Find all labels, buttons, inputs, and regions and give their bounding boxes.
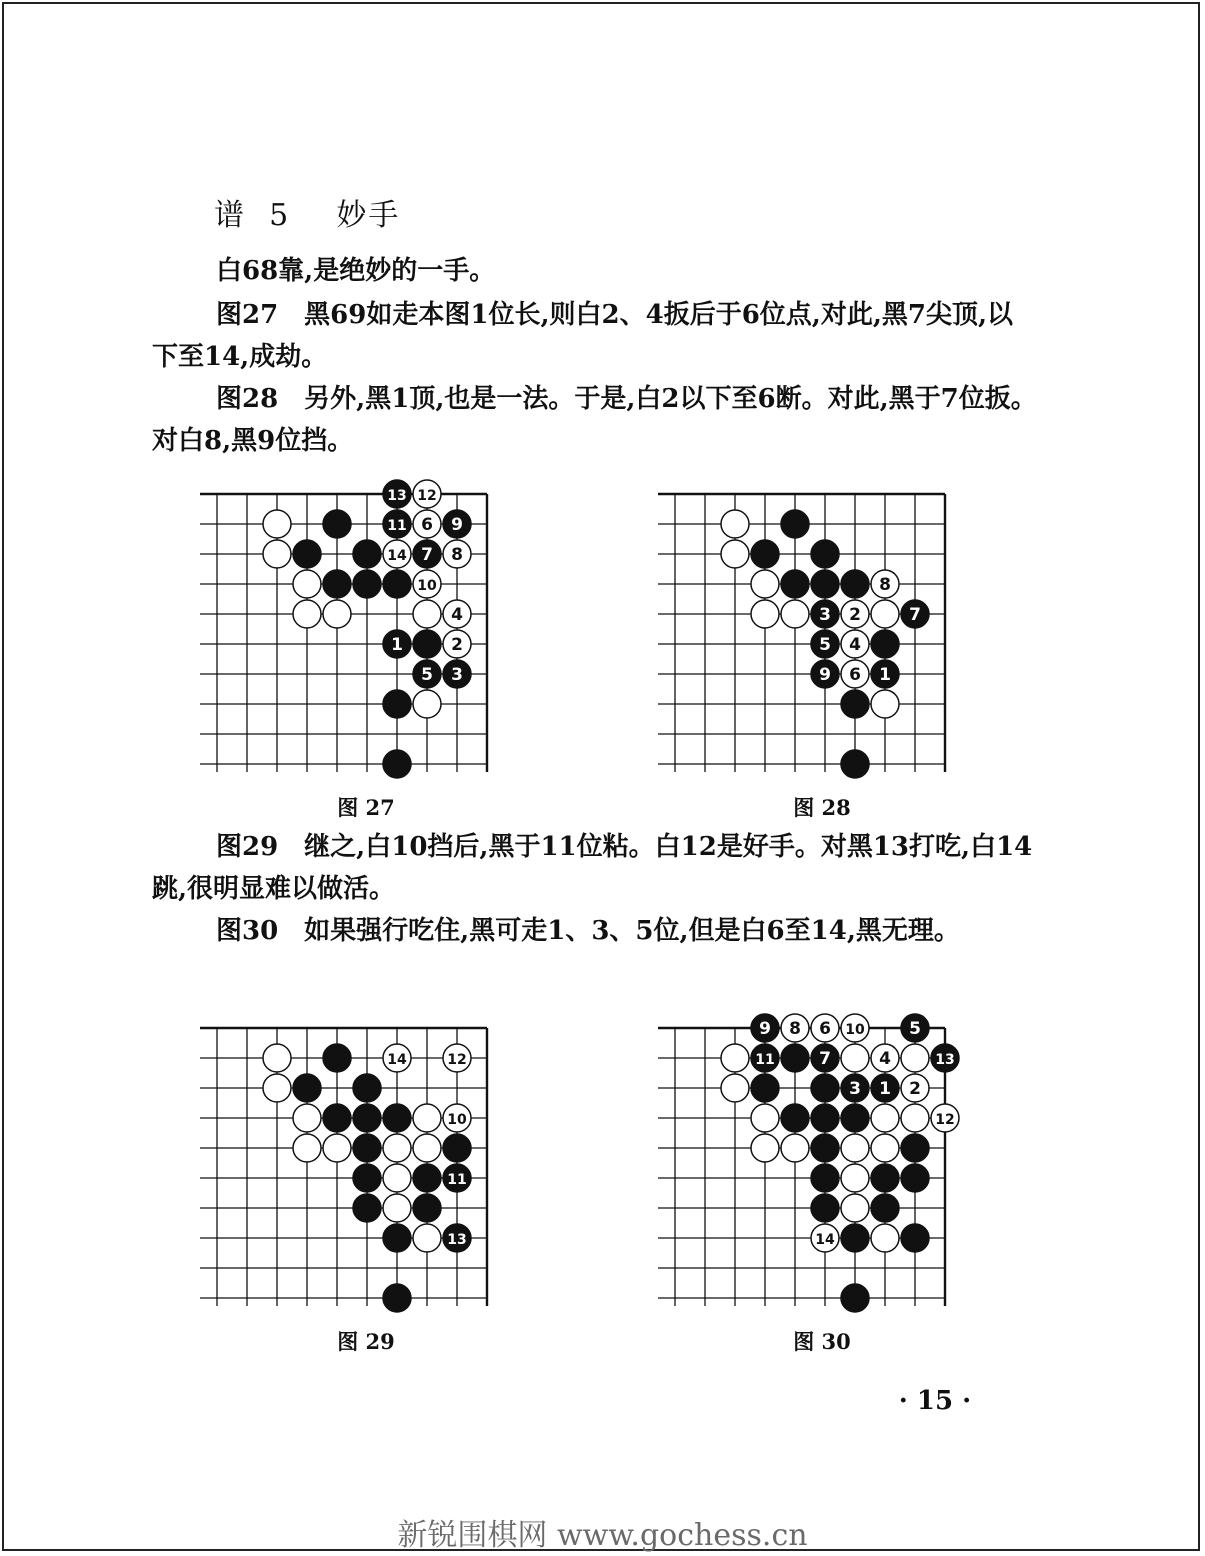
black-stone xyxy=(811,1044,839,1072)
white-stone xyxy=(263,1074,291,1102)
figure-label-28: 图 28 xyxy=(793,795,851,820)
white-stone xyxy=(721,510,749,538)
black-stone xyxy=(901,1134,929,1162)
white-stone xyxy=(443,630,471,658)
paragraph-fig30: 图30 如果强行吃住,黑可走1、3、5位,但是白6至14,黑无理。 xyxy=(216,916,960,946)
white-stone xyxy=(443,1104,471,1132)
figure-label-29: 图 29 xyxy=(337,1329,395,1354)
move-number: 5 xyxy=(421,665,433,685)
white-stone xyxy=(751,570,779,598)
black-stone xyxy=(353,1194,381,1222)
white-stone xyxy=(751,1134,779,1162)
white-stone xyxy=(323,1134,351,1162)
black-stone xyxy=(871,1074,899,1102)
move-number: 4 xyxy=(879,1049,891,1069)
white-stone xyxy=(443,600,471,628)
black-stone xyxy=(383,750,411,778)
black-stone xyxy=(931,1044,959,1072)
go-board-fig29 xyxy=(200,1026,530,1316)
move-number: 9 xyxy=(819,665,831,685)
go-board-fig30 xyxy=(658,1019,988,1316)
move-number: 7 xyxy=(909,605,921,625)
move-number: 1 xyxy=(391,635,403,655)
section-heading xyxy=(214,190,400,234)
white-stone xyxy=(901,1044,929,1072)
move-number: 14 xyxy=(815,1232,835,1248)
white-stone xyxy=(871,1044,899,1072)
black-stone xyxy=(871,660,899,688)
move-number: 6 xyxy=(849,665,861,685)
white-stone xyxy=(871,1104,899,1132)
black-stone xyxy=(871,630,899,658)
white-stone xyxy=(323,600,351,628)
white-stone xyxy=(293,1134,321,1162)
white-stone xyxy=(413,600,441,628)
section-title: 妙手 xyxy=(336,198,401,233)
black-stone xyxy=(811,600,839,628)
black-stone xyxy=(383,1104,411,1132)
black-stone xyxy=(323,1104,351,1132)
black-stone xyxy=(383,630,411,658)
move-number: 13 xyxy=(447,1232,467,1248)
black-stone xyxy=(901,1164,929,1192)
black-stone xyxy=(811,570,839,598)
move-number: 12 xyxy=(447,1052,467,1068)
black-stone xyxy=(383,690,411,718)
white-stone xyxy=(841,1194,869,1222)
black-stone xyxy=(383,480,411,508)
white-stone xyxy=(413,1104,441,1132)
paragraph-fig27: 图27 黑69如走本图1位长,则白2、4扳后于6位点,对此,黑7尖顶,以下至14,成劫。 xyxy=(152,300,1014,372)
white-stone xyxy=(443,1044,471,1072)
move-number: 5 xyxy=(819,635,831,655)
black-stone xyxy=(413,540,441,568)
move-number: 11 xyxy=(447,1172,467,1188)
black-stone xyxy=(781,510,809,538)
paragraph-fig28: 图28 另外,黑1顶,也是一法。于是,白2以下至6断。对此,黑于7位扳。对白8,黑9位挡。 xyxy=(152,384,1037,456)
black-stone xyxy=(811,1104,839,1132)
section-label: 谱 xyxy=(214,198,246,233)
page-frame xyxy=(2,2,1200,1551)
white-stone xyxy=(781,600,809,628)
black-stone xyxy=(413,630,441,658)
black-stone xyxy=(323,1044,351,1072)
black-stone xyxy=(811,660,839,688)
white-stone xyxy=(721,540,749,568)
black-stone xyxy=(293,540,321,568)
black-stone xyxy=(901,600,929,628)
white-stone xyxy=(443,540,471,568)
black-stone xyxy=(901,1224,929,1252)
black-stone xyxy=(781,1044,809,1072)
move-number: 6 xyxy=(819,1019,831,1039)
black-stone xyxy=(323,510,351,538)
white-stone xyxy=(781,1134,809,1162)
page-number: · 15 · xyxy=(898,1386,972,1416)
black-stone xyxy=(841,570,869,598)
black-stone xyxy=(841,750,869,778)
move-number: 11 xyxy=(755,1052,775,1068)
white-stone xyxy=(383,1164,411,1192)
move-number: 4 xyxy=(451,605,463,625)
white-stone xyxy=(841,600,869,628)
black-stone xyxy=(841,690,869,718)
black-stone xyxy=(353,1104,381,1132)
move-number: 9 xyxy=(759,1019,771,1039)
move-number: 9 xyxy=(451,515,463,535)
white-stone xyxy=(901,1104,929,1132)
white-stone xyxy=(413,690,441,718)
black-stone xyxy=(353,1074,381,1102)
section-number: 5 xyxy=(269,198,291,233)
move-number: 12 xyxy=(417,488,437,504)
white-stone xyxy=(293,570,321,598)
watermark: 新锐围棋网 www.gochess.cn xyxy=(397,1518,808,1553)
move-number: 4 xyxy=(849,635,861,655)
black-stone xyxy=(841,1104,869,1132)
move-number: 14 xyxy=(387,1052,407,1068)
white-stone xyxy=(383,540,411,568)
white-stone xyxy=(871,1134,899,1162)
move-number: 3 xyxy=(819,605,831,625)
white-stone xyxy=(263,510,291,538)
white-stone xyxy=(811,1224,839,1252)
black-stone xyxy=(443,510,471,538)
black-stone xyxy=(413,1194,441,1222)
move-number: 13 xyxy=(387,488,407,504)
move-number: 1 xyxy=(879,665,891,685)
move-number: 2 xyxy=(451,635,463,655)
move-number: 3 xyxy=(451,665,463,685)
white-stone xyxy=(871,690,899,718)
white-stone xyxy=(841,630,869,658)
white-stone xyxy=(841,1044,869,1072)
white-stone xyxy=(871,600,899,628)
white-stone xyxy=(263,1044,291,1072)
black-stone xyxy=(413,660,441,688)
black-stone xyxy=(353,1164,381,1192)
black-stone xyxy=(811,630,839,658)
black-stone xyxy=(293,1074,321,1102)
white-stone xyxy=(383,1044,411,1072)
black-stone xyxy=(811,1194,839,1222)
move-number: 10 xyxy=(447,1112,467,1128)
black-stone xyxy=(751,1074,779,1102)
move-number: 6 xyxy=(421,515,433,535)
white-stone xyxy=(383,1194,411,1222)
white-stone xyxy=(901,1074,929,1102)
move-number: 10 xyxy=(417,578,437,594)
white-stone xyxy=(841,1164,869,1192)
move-number: 8 xyxy=(879,575,891,595)
white-stone xyxy=(413,480,441,508)
black-stone xyxy=(443,1164,471,1192)
black-stone xyxy=(811,1074,839,1102)
white-stone xyxy=(413,1224,441,1252)
white-stone xyxy=(751,600,779,628)
black-stone xyxy=(871,1164,899,1192)
move-number: 7 xyxy=(819,1049,831,1069)
white-stone xyxy=(841,1014,869,1042)
white-stone xyxy=(781,1014,809,1042)
black-stone xyxy=(751,1014,779,1042)
go-board-fig27 xyxy=(200,488,530,782)
white-stone xyxy=(263,540,291,568)
white-stone xyxy=(293,600,321,628)
black-stone xyxy=(751,540,779,568)
white-stone xyxy=(751,1104,779,1132)
black-stone xyxy=(413,1164,441,1192)
black-stone xyxy=(901,1014,929,1042)
white-stone xyxy=(293,1104,321,1132)
move-number: 3 xyxy=(849,1079,861,1099)
black-stone xyxy=(383,1284,411,1312)
move-number: 12 xyxy=(935,1112,955,1128)
black-stone xyxy=(353,1134,381,1162)
black-stone xyxy=(383,1224,411,1252)
white-stone xyxy=(383,1134,411,1162)
white-stone xyxy=(413,570,441,598)
black-stone xyxy=(841,1074,869,1102)
white-stone xyxy=(871,1224,899,1252)
move-number: 2 xyxy=(909,1079,921,1099)
move-number: 11 xyxy=(387,518,407,534)
black-stone xyxy=(781,570,809,598)
white-stone xyxy=(721,1074,749,1102)
move-number: 8 xyxy=(451,545,463,565)
black-stone xyxy=(353,540,381,568)
figure-label-30: 图 30 xyxy=(793,1329,851,1354)
move-number: 2 xyxy=(849,605,861,625)
black-stone xyxy=(811,1164,839,1192)
black-stone xyxy=(811,540,839,568)
white-stone xyxy=(721,1044,749,1072)
black-stone xyxy=(811,1134,839,1162)
white-stone xyxy=(413,510,441,538)
white-stone xyxy=(931,1104,959,1132)
move-number: 1 xyxy=(879,1079,891,1099)
move-number: 10 xyxy=(845,1022,865,1038)
paragraph-intro: 白68靠,是绝妙的一手。 xyxy=(216,256,496,286)
black-stone xyxy=(841,1224,869,1252)
white-stone xyxy=(413,1134,441,1162)
white-stone xyxy=(811,1014,839,1042)
move-number: 7 xyxy=(421,545,433,565)
black-stone xyxy=(751,1044,779,1072)
black-stone xyxy=(383,570,411,598)
black-stone xyxy=(443,1224,471,1252)
black-stone xyxy=(781,1104,809,1132)
paragraph-fig29: 图29 继之,白10挡后,黑于11位粘。白12是好手。对黑13打吃,白14跳,很明显难以做活。 xyxy=(152,832,1033,904)
black-stone xyxy=(383,510,411,538)
black-stone xyxy=(871,1194,899,1222)
black-stone xyxy=(323,570,351,598)
black-stone xyxy=(443,660,471,688)
white-stone xyxy=(871,570,899,598)
black-stone xyxy=(841,1284,869,1312)
white-stone xyxy=(841,660,869,688)
go-board-fig28 xyxy=(658,492,988,782)
black-stone xyxy=(443,1134,471,1162)
move-number: 5 xyxy=(909,1019,921,1039)
white-stone xyxy=(841,1134,869,1162)
move-number: 8 xyxy=(789,1019,801,1039)
black-stone xyxy=(353,570,381,598)
figure-label-27: 图 27 xyxy=(337,795,395,820)
move-number: 13 xyxy=(935,1052,955,1068)
move-number: 14 xyxy=(387,548,407,564)
